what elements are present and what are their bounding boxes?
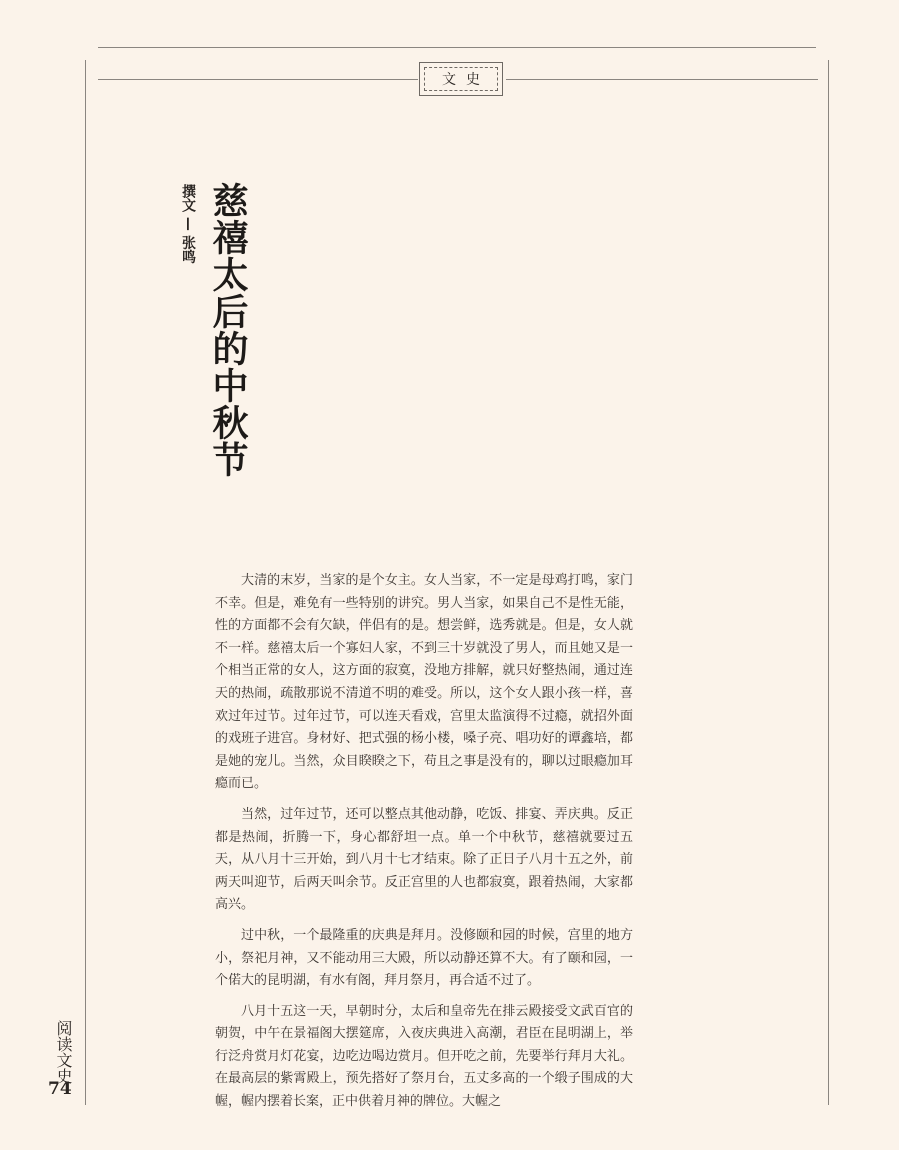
byline: 撰文 — 张鸣	[180, 184, 196, 264]
header-rule-right	[506, 79, 818, 80]
magazine-name: 阅读文史	[54, 1020, 73, 1084]
article-title: 慈禧太后的中秋节	[207, 182, 248, 478]
paragraph: 八月十五这一天，早朝时分，太后和皇帝先在排云殿接受文武百官的朝贺，中午在景福阁大摆筵席，入夜庆典进入高潮，君臣在昆明湖上，举行泛舟赏月灯花宴，边吃边喝边赏月。但开吃之前，先要举行拜月大礼。在最高层的紫霄殿上，预先搭好了祭月台，五丈多高的一个缎子围成的大幄，幄内摆着长案，正中供着月神的牌位。大幄之	[215, 1003, 633, 1110]
column-label: 文史	[442, 72, 490, 88]
paragraph: 过中秋，一个最隆重的庆典是拜月。没修颐和园的时候，宫里的地方小，祭祀月神，又不能动用三大殿，所以动静还算不大。有了颐和园，一个偌大的昆明湖，有水有阁，拜月祭月，再合适不过了。	[215, 927, 633, 989]
article-body	[215, 570, 633, 1122]
paragraph: 大清的末岁，当家的是个女主。女人当家，不一定是母鸡打鸣，家门不幸。但是，难免有一些特别的讲究。男人当家，如果自己不是性无能，性的方面都不会有欠缺，伴侣有的是。想尝鲜，选秀就是。但是，女人就不一样。慈禧太后一个寡妇人家，不到三十岁就没了男人，而且她又是一个相当正常的女人，这方面的寂寞，没地方排解，就只好整热闹，通过连天的热闹，疏散那说不清道不明的难受。所以，这个女人跟小孩一样，喜欢过年过节。过年过节，可以连天看戏，宫里太监演得不过瘾，就招外面的戏班子进宫。身材好、把式强的杨小楼，嗓子亮、唱功好的谭鑫培，都是她的宠儿。当然，众目睽睽之下，苟且之事是没有的，聊以过眼瘾加耳瘾而已。	[215, 573, 633, 792]
paragraph: 当然，过年过节，还可以整点其他动静，吃饭、排宴、弄庆典。反正都是热闹，折腾一下，身心都舒坦一点。单一个中秋节，慈禧就要过五天，从八月十三开始，到八月十七才结束。除了正日子八月十五之外，前两天叫迎节，后两天叫余节。反正宫里的人也都寂寞，跟着热闹，大家都高兴。	[215, 806, 633, 913]
column-badge	[419, 62, 503, 96]
left-margin-line	[85, 60, 86, 1105]
page-number: 74	[48, 1079, 72, 1099]
header-rule-left	[98, 79, 418, 80]
right-margin-line	[828, 60, 829, 1105]
top-rule	[98, 47, 816, 48]
